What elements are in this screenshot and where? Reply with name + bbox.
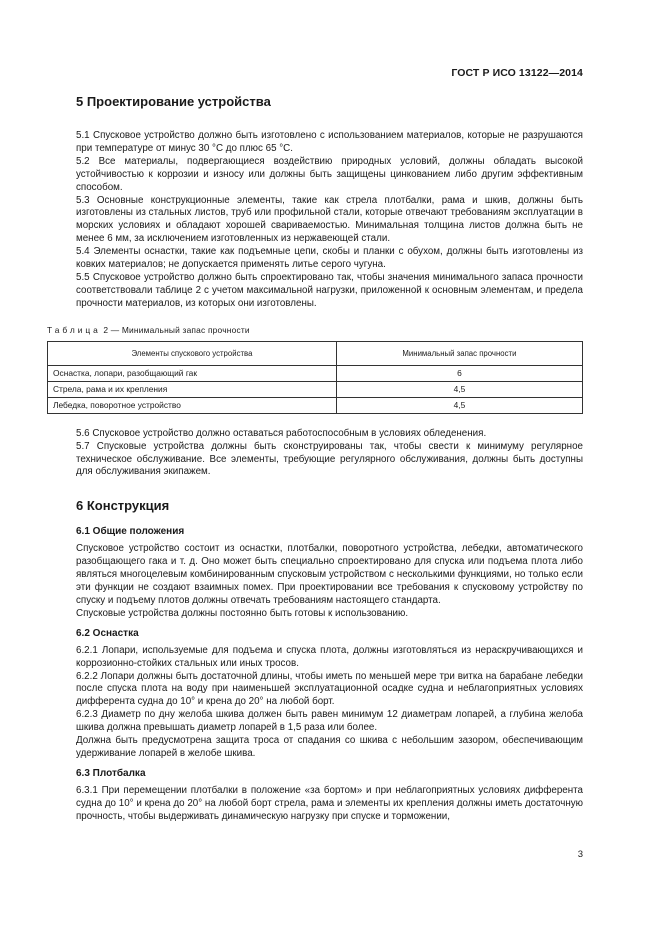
page-number: 3 [577, 849, 583, 860]
table-cell: 4,5 [336, 381, 582, 397]
section-6-title: 6 Конструкция [76, 498, 170, 514]
section-5-paragraphs [76, 130, 583, 311]
paragraph: 6.3.1 При перемещении плотбалки в положение «за бортом» и при неблагоприятных условиях дифферента судна до 10° и крена до 20° на любой борт стрела, рама и элементы их крепления должны иметь достаточную прочность, чтобы выдерживать динамическую нагрузку при спуске и торможении, [76, 784, 583, 822]
table-row [48, 397, 583, 413]
section-5-paragraphs-after [76, 428, 583, 480]
table-caption: Таблица 2 — Минимальный запас прочности [47, 324, 250, 335]
paragraph: 5.2 Все материалы, подвергающиеся воздействию природных условий, должны обладать высокой устойчивостью к коррозии и износу или должны быть защищены цинкованием либо другим эффективным способом. [76, 155, 583, 193]
paragraph: 5.7 Спусковые устройства должны быть сконструированы так, чтобы свести к минимуму регулярное техническое обслуживание. Все элементы, требующие регулярного обслуживания, должны быть доступны для обслуживания экипажем. [76, 440, 583, 478]
table-header-row [48, 341, 583, 365]
subsection-6-1-title: 6.1 Общие положения [76, 526, 185, 538]
paragraph: 6.2.3 Диаметр по дну желоба шкива должен быть равен минимум 12 диаметрам лопарей, а глубина желоба шкива должна превышать диаметр лопарей в 1,5 раза или более. [76, 709, 583, 734]
table-header-cell: Элементы спускового устройства [48, 341, 337, 365]
paragraph: 5.1 Спусковое устройство должно быть изготовлено с использованием материалов, которые не разрушаются при температуре от минус 30 °С до плюс 65 °С. [76, 130, 583, 154]
paragraph: Спусковые устройства должны постоянно быть готовы к использованию. [76, 607, 409, 619]
paragraph: 5.5 Спусковое устройство должно быть спроектировано так, чтобы значения минимального запаса прочности соответствовали таблице 2 с учетом максимальной нагрузки, приложенной к основным элементам, и предела прочности материалов, из которых они изготовлены. [76, 271, 583, 309]
table-row [48, 381, 583, 397]
paragraph: Должна быть предусмотрена защита троса от спадания со шкива с небольшим зазором, обеспечивающим удерживание лопарей в желобе шкива. [76, 735, 583, 759]
table-cell: 6 [336, 365, 582, 381]
subsection-6-1-paragraphs [76, 543, 583, 620]
table-header-cell: Минимальный запас прочности [336, 341, 582, 365]
section-5-title: 5 Проектирование устройства [76, 94, 271, 109]
paragraph: 6.2.1 Лопари, используемые для подъема и спуска плота, должны изготовляться из нераскручивающихся и коррозионно-стойких стальных или иных тросов. [76, 644, 583, 669]
safety-factor-table [47, 341, 583, 414]
paragraph: 5.3 Основные конструкционные элементы, такие как стрела плотбалки, рама и шкив, должны быть изготовлены из стальных листов, труб или профильной стали, которые отвечают требованиям эксплуатации в морских условиях и обладают хорошей свариваемостью. Минимальная толщина листов должна быть не менее 6 мм, за исключением изготовленных из нержавеющей стали. [76, 194, 583, 245]
subsection-6-3-paragraphs [76, 785, 583, 824]
page-content [47, 94, 583, 824]
paragraph: 6.2.2 Лопари должны быть достаточной длины, чтобы иметь по меньшей мере три витка на барабане лебедки после спуска плота на воду при наименьшей эксплуатационной осадке судна и неблагоприятных условиях дифферента судна до 10° и крена до 20° на любой борт. [76, 670, 583, 708]
table-cell: Оснастка, лопари, разобщающий гак [48, 365, 337, 381]
table-cell: Стрела, рама и их крепления [48, 381, 337, 397]
paragraph: Спусковое устройство состоит из оснастки, плотбалки, поворотного устройства, лебедки, автоматического разобщающего гака и т. д. Оно может быть специально спроектировано для спуска или подъема плота либо являться многоцелевым комбинированным спусковым устройством с несколькими функциями, но только если эти функции не создают взаимных помех. При проектировании все требования к спусковому устройству по спуску и подъему плотов должны отвечать требованиям настоящего стандарта. [76, 543, 583, 606]
subsection-6-3-title: 6.3 Плотбалка [76, 767, 146, 779]
paragraph: 5.4 Элементы оснастки, такие как подъемные цепи, скобы и планки с обухом, должны быть изготовлены из ковких материалов; не допускается применять литье серого чугуна. [76, 246, 583, 271]
table-cell: 4,5 [336, 397, 582, 413]
subsection-6-2-paragraphs [76, 645, 583, 761]
subsection-6-2-title: 6.2 Оснастка [76, 627, 139, 639]
paragraph: 5.6 Спусковое устройство должно оставаться работоспособным в условиях обледенения. [76, 427, 487, 439]
table-row [48, 365, 583, 381]
document-code: ГОСТ Р ИСО 13122—2014 [451, 67, 583, 79]
table-cell: Лебедка, поворотное устройство [48, 397, 337, 413]
